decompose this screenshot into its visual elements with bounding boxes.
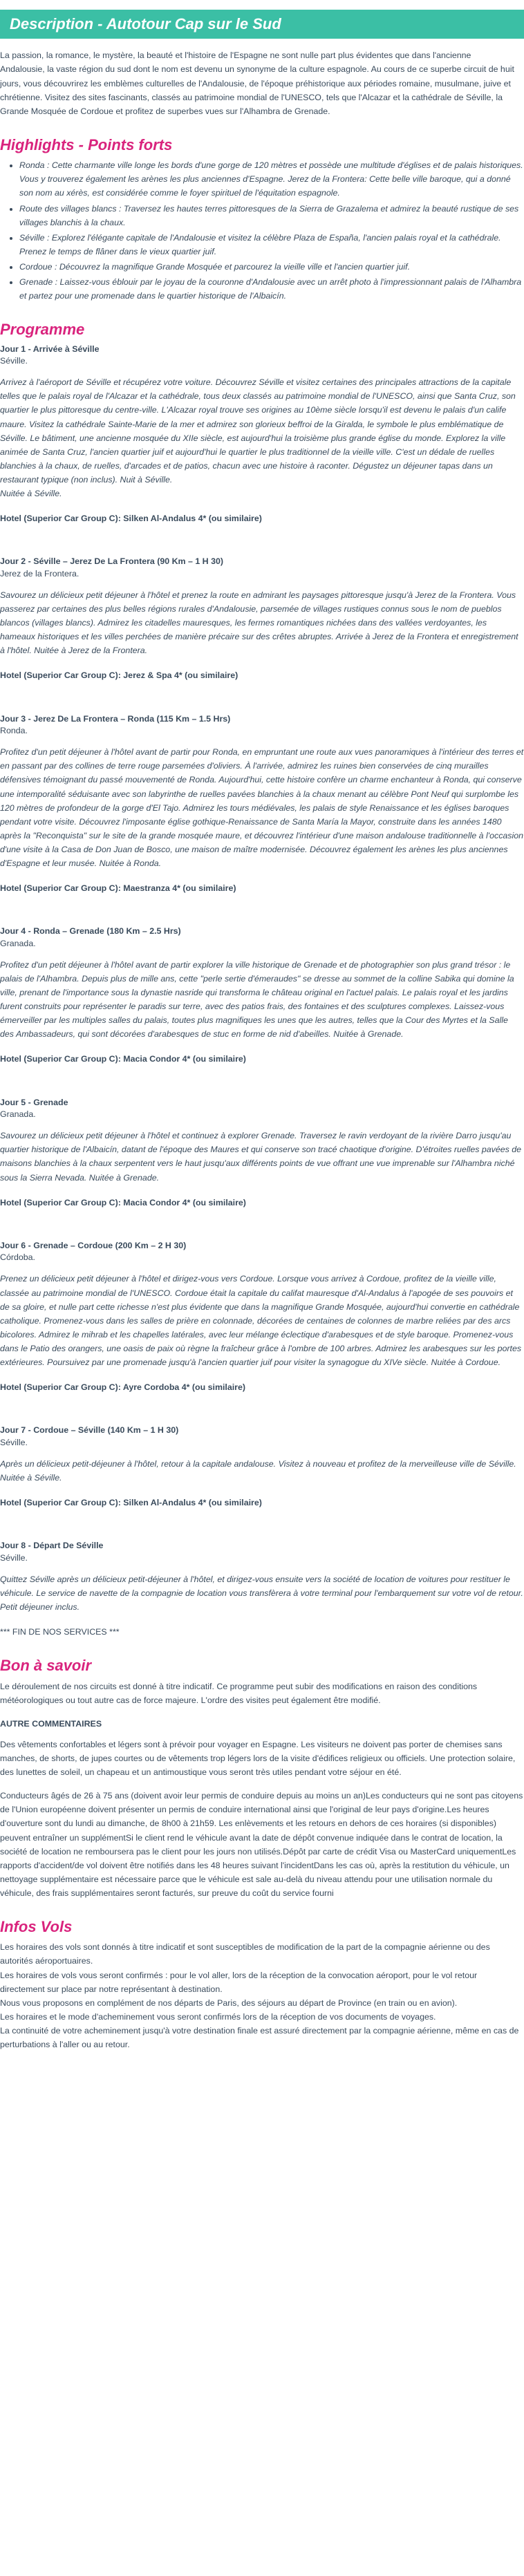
highlights-title: Highlights - Points forts <box>0 135 173 153</box>
bon-a-savoir-title: Bon à savoir <box>0 1657 92 1675</box>
day-place: Séville. <box>0 1437 28 1447</box>
day-title: Jour 3 - Jerez De La Frontera – Ronda (115 Km – 1.5 Hrs) <box>0 713 231 724</box>
day-block <box>0 1240 524 1394</box>
day-description: Quittez Séville après un délicieux petit-déjeuner à l'hôtel, et dirigez-vous ensuite vers la société de location de voitures pour restituer le véhicule. Le service de navette de la compagnie de location vous transfèrera à votre terminal pour l'embarquement sur votre vol de retour. Petit déjeuner inclus. <box>0 1574 523 1613</box>
bon-a-savoir-paragraph: Le déroulement de nos circuits est donné à titre indicatif. Ce programme peut subir des modifications en raison des conditions météorologiques ou tout autre cas de force majeure. L'ordre des visites peut également être modifié. <box>0 1681 478 1705</box>
flight-info-line: La continuité de votre acheminement jusqu'à votre destination finale est assuré directement par la compagnie aérienne, même en cas de perturbations à l'aller ou au retour. <box>0 2025 519 2050</box>
day-place: Ronda. <box>0 725 28 735</box>
day-hotel: Hotel (Superior Car Group C): Macia Condor 4* (ou similaire) <box>0 1054 246 1064</box>
day-block <box>0 556 524 682</box>
day-description: Savourez un délicieux petit déjeuner à l'hôtel et prenez la route en admirant les paysages pittoresque jusqu'à Jerez de la Frontera. Vous passerez par certaines des plus belles régions rurales d'Andalousie, parsemée de villages rustiques connus sous le nom de pueblos blancos (villages blancs). Admirez les citadelles mauresques, les fermes romantiques nichées dans des vallées verdoyantes, les hameaux historiques et les villes perchées de manière précaire sur des crêtes abruptes. Arrivée à Jerez de la Frontera et enregistrement à l'hôtel. Nuitée à Jerez de la Frontera. <box>0 590 518 656</box>
day-block <box>0 925 524 1066</box>
day-description <box>0 375 524 500</box>
day-description-night: Nuitée à Séville. <box>0 489 62 499</box>
day-block <box>0 1097 524 1210</box>
highlight-item: • Grenade : Laissez-vous éblouir par le joyau de la couronne d'Andalousie avec un arrêt photo à l'impressionnant palais de l'Alhambra et partez pour une promenade dans le quartier historique de l'Albaicín. <box>19 275 524 303</box>
day-description: Profitez d'un petit déjeuner à l'hôtel avant de partir pour Ronda, en empruntant une route aux vues panoramiques à l'intérieur des terres et en passant par des collines de terre rouge parsemées d'oliviers. À l'arrivée, admirez les ruines bien conservées de cinq murailles défensives témoignant du passé mouvementé de Ronda. Aujourd'hui, cette histoire confère un charme enchanteur à Ronda, qui conserve une intemporalité séduisante avec son labyrinthe de ruelles pavées blanchies à la chaux menant au célèbre Pont Neuf qui surplombe les 120 mètres de profondeur de la gorge d'El Tajo. Admirez les tours médiévales, les palais de style Renaissance et les églises baroques pendant votre visite. Découvrez l'imposante église gothique-Renaissance de Santa María la Mayor, construite dans les années 1480 après la "Reconquista" sur le site de la grande mosquée maure, et découvrez l'intérieur d'une maison andalouse traditionnelle à l'occasion d'une visite à la Casa de Don Juan de Bosco, une maison de maître modernisée. Découvrez également les arènes les plus anciennes d'Espagne et leur musée. Nuitée à Ronda. <box>0 747 524 868</box>
day-place: Séville. <box>0 1552 28 1563</box>
day-hotel: Hotel (Superior Car Group C): Silken Al-Andalus 4* (ou similaire) <box>0 514 262 524</box>
highlight-item: • Séville : Explorez l'élégante capitale de l'Andalousie et visitez la célèbre Plaza de España, l'ancien palais royal et la cathédrale. Prenez le temps de flâner dans le vieux quartier juif. <box>19 231 524 258</box>
day-title: Jour 6 - Grenade – Cordoue (200 Km – 2 H 30) <box>0 1240 187 1250</box>
day-title: Jour 2 - Séville – Jerez De La Frontera (90 Km – 1 H 30) <box>0 556 223 567</box>
day-title: Jour 4 - Ronda – Grenade (180 Km – 2.5 Hrs) <box>0 926 181 937</box>
day-place: Córdoba. <box>0 1252 35 1263</box>
flight-info-line: Les horaires de vols vous seront confirmés : pour le vol aller, lors de la réception de la convocation aéroport, pour le vol retour directement sur place par notre représentant à destination. <box>0 1970 478 1994</box>
day-description: Savourez un délicieux petit déjeuner à l'hôtel et continuez à explorer Grenade. Traversez le ravin verdoyant de la rivière Darro jusqu'au quartier historique de l'Albaicín, datant de l'époque des Maures et qui conserve son tracé chaotique d'origine. D'étroites ruelles pavées de maisons blanchies à la chaux serpentent vers le haut jusqu'aux différents points de vue offrant une vue imprenable sur l'Alhambra niché sous la Sierra Nevada. Nuitée à Grenade. <box>0 1131 522 1183</box>
flight-info-line: Les horaires et le mode d'acheminement vous seront confirmés lors de la réception de vos documents de voyages. <box>0 2011 436 2022</box>
day-place: Séville. <box>0 355 28 366</box>
end-of-services: *** FIN DE NOS SERVICES *** <box>0 1627 120 1637</box>
day-block <box>0 1540 524 1614</box>
day-block <box>0 1425 524 1510</box>
day-title: Jour 1 - Arrivée à Séville <box>0 344 100 354</box>
day-hotel: Hotel (Superior Car Group C): Ayre Cordoba 4* (ou similaire) <box>0 1382 246 1393</box>
day-place: Granada. <box>0 1109 36 1119</box>
day-block <box>0 344 524 526</box>
day-place: Granada. <box>0 938 36 948</box>
day-block <box>0 713 524 896</box>
day-title: Jour 5 - Grenade <box>0 1097 68 1107</box>
flight-info-line: Nous vous proposons en complément de nos départs de Paris, des séjours au départ de Province (en train ou en avion). <box>0 1997 458 2008</box>
day-description: Prenez un délicieux petit déjeuner à l'hôtel et dirigez-vous vers Cordoue. Lorsque vous arrivez à Cordoue, profitez de la vieille ville, classée au patrimoine mondial de l'UNESCO. Cordoue était la capitale du califat mauresque d'Al-Andalus à l'apogée de ses pouvoirs et de sa gloire, et nulle part cette richesse n'est plus évidente que dans la magnifique Grande Mosquée, aujourd'hui convertie en cathédrale catholique. Promenez-vous dans les salles de prière en colonnade, décorées de centaines de colonnes de marbre reliées par des arcs bicolores. Admirez le mihrab et les chapelles latérales, avec leur mélange éclectique d'arabesques et de style baroque. Promenez-vous dans le Patio des orangers, une oasis de paix où règne la fraîcheur grâce à l'ombre de 100 arbres. Admirez les arabesques sur les portes extérieures. Poursuivez par une promenade jusqu'à l'ancien quartier juif pour visiter la synagogue du XIVe siècle. Nuitée à Cordoue. <box>0 1274 522 1368</box>
other-comments-heading: AUTRE COMMENTAIRES <box>0 1718 102 1729</box>
description-banner: Description - Autotour Cap sur le Sud <box>0 10 524 39</box>
day-description: Après un délicieux petit-déjeuner à l'hôtel, retour à la capitale andalouse. Visitez à nouveau et profitez de la merveilleuse ville de Séville. Nuitée à Séville. <box>0 1458 516 1483</box>
day-hotel: Hotel (Superior Car Group C): Jerez & Spa 4* (ou similaire) <box>0 670 238 681</box>
day-hotel: Hotel (Superior Car Group C): Silken Al-Andalus 4* (ou similaire) <box>0 1498 262 1508</box>
flights-info <box>0 1940 524 2051</box>
day-hotel: Hotel (Superior Car Group C): Maestranza 4* (ou similaire) <box>0 883 236 894</box>
highlight-item: • Cordoue : Découvrez la magnifique Grande Mosquée et parcourez la vieille ville et l'ancien quartier juif. <box>19 260 524 274</box>
day-description-text: Arrivez à l'aéroport de Séville et récupérez votre voiture. Découvrez Séville et visitez certaines des principales attractions de la capitale telles que le palais royal de l'Alcazar et la cathédrale, tous deux classés au patrimoine mondial de l'UNESCO, ainsi que Santa Cruz, son quartier le plus pittoresque du centre-ville. L'Alcazar royal trouve ses origines au 10ème siècle lorsqu'il est devenu le palais d'un calife maure. Visitez la cathédrale Sainte-Marie de la mer et admirez son glorieux beffroi de la Giralda, le symbole le plus emblématique de Séville. Le bâtiment, une ancienne mosquée du XIIe siècle, est aujourd'hui la troisième plus grande église du monde. Explorez la ville animée de Santa Cruz, l'ancien quartier juif et aujourd'hui le quartier le plus traditionnel de la vieille ville. C'est un dédale de ruelles blanchies à la chaux, de ruelles, d'arcades et de patios, chacun avec une histoire à raconter. Dégustez un déjeuner tapas dans un restaurant typique (non inclus). Nuit à Séville. <box>0 377 516 485</box>
highlights-list <box>0 158 524 303</box>
day-title: Jour 8 - Départ De Séville <box>0 1541 104 1551</box>
intro-text: La passion, la romance, le mystère, la beauté et l'histoire de l'Espagne ne sont nulle part plus évidentes que dans l'ancienne Andalousie, la vaste région du sud dont le nom est devenu un synonyme de la culture espagnole. Au cours de ce superbe circuit de huit jours, vous découvrirez les emblèmes culturelles de l'Andalousie, de l'époque préhistorique aux périodes romaine, musulmane, juive et chrétienne. Visitez des sites fascinants, classés au patrimoine mondial de l'UNESCO, tels que l'Alcazar et la cathédrale de Séville, la Grande Mosquée de Cordoue et profitez de superbes vues sur l'Alhambra de Grenade. <box>0 50 514 116</box>
infos-vols-title: Infos Vols <box>0 1918 73 1935</box>
day-hotel: Hotel (Superior Car Group C): Macia Condor 4* (ou similaire) <box>0 1197 246 1207</box>
programme-title: Programme <box>0 321 85 339</box>
drivers-paragraph: Conducteurs âgés de 26 à 75 ans (doivent avoir leur permis de conduire depuis au moins un an)Les conducteurs qui ne sont pas citoyens de l'Union européenne doivent présenter un permis de conduire international ainsi que l'original de leur pays d'origine.Les heures d'ouverture sont du lundi au dimanche, de 8h00 à 21h59. Les enlèvements et les retours en dehors de ces horaires (si disponibles) peuvent entraîner un supplémentSi le client rend le véhicule avant la date de dépôt convenue indiquée dans le contrat de location, la société de location ne remboursera pas le client pour les jours non utilisés.Dépôt par carte de crédit Visa ou MasterCard uniquementLes rapports d'accident/de vol doivent être notifiés dans les 48 heures suivant l'incidentDans les cas où, après la restitution du véhicule, un nettoyage supplémentaire est nécessaire parce que le véhicule est sale au-delà du niveau attendu pour une utilisation normale du véhicule, des frais supplémentaires seront facturés, sur preuve du coût du service fourni <box>0 1791 523 1898</box>
clothing-paragraph: Des vêtements confortables et légers sont à prévoir pour voyager en Espagne. Les visiteurs ne doivent pas porter de chemises sans manches, de shorts, de jupes courtes ou de vêtements trop légers lors de la visite d'édifices religieux ou officiels. Une protection solaire, des lunettes de soleil, un chapeau et un antimoustique vous seront très utiles pendant votre séjour en été. <box>0 1739 516 1778</box>
highlight-item: • Route des villages blancs : Traversez les hautes terres pittoresques de la Sierra de Grazalema et admirez la beauté rustique de ses villages blanchis à la chaux. <box>19 202 524 229</box>
day-description: Profitez d'un petit déjeuner à l'hôtel avant de partir explorer la ville historique de Grenade et de photographier son plus grand trésor : le palais de l'Alhambra. Depuis plus de mille ans, cette "perle sertie d'émeraudes" se dresse au sommet de la colline Sabika qui domine la ville, prenant de l'importance sous la dynastie nasride qui transforma le château original en l'actuel palais. Le palais royal et les jardins furent construits pour représenter le paradis sur terre, avec des patios frais, des fontaines et des sculptures complexes. Laissez-vous émerveiller par les multiples salles du palais, toutes plus magnifiques les unes que les autres, telles que la Cour des Myrtes et la Salle des Ambassadeurs, qui sont décorées d'arabesques de stuc en forme de nid d'abeilles. Nuitée à Grenade. <box>0 959 514 1040</box>
flight-info-line: Les horaires des vols sont donnés à titre indicatif et sont susceptibles de modification de la part de la compagnie aérienne ou des autorités aéroportuaires. <box>0 1942 490 1966</box>
highlight-item: • Ronda : Cette charmante ville longe les bords d'une gorge de 120 mètres et possède une multitude d'églises et de palais historiques. Vous y trouverez également les arènes les plus anciennes d'Espagne. Jerez de la Frontera: Cette belle ville baroque, qui a donné son nom au xérès, est considérée comme le foyer spirituel de l'équitation espagnole. <box>19 158 524 200</box>
day-place: Jerez de la Frontera. <box>0 568 79 579</box>
day-title: Jour 7 - Cordoue – Séville (140 Km – 1 H 30) <box>0 1425 179 1436</box>
